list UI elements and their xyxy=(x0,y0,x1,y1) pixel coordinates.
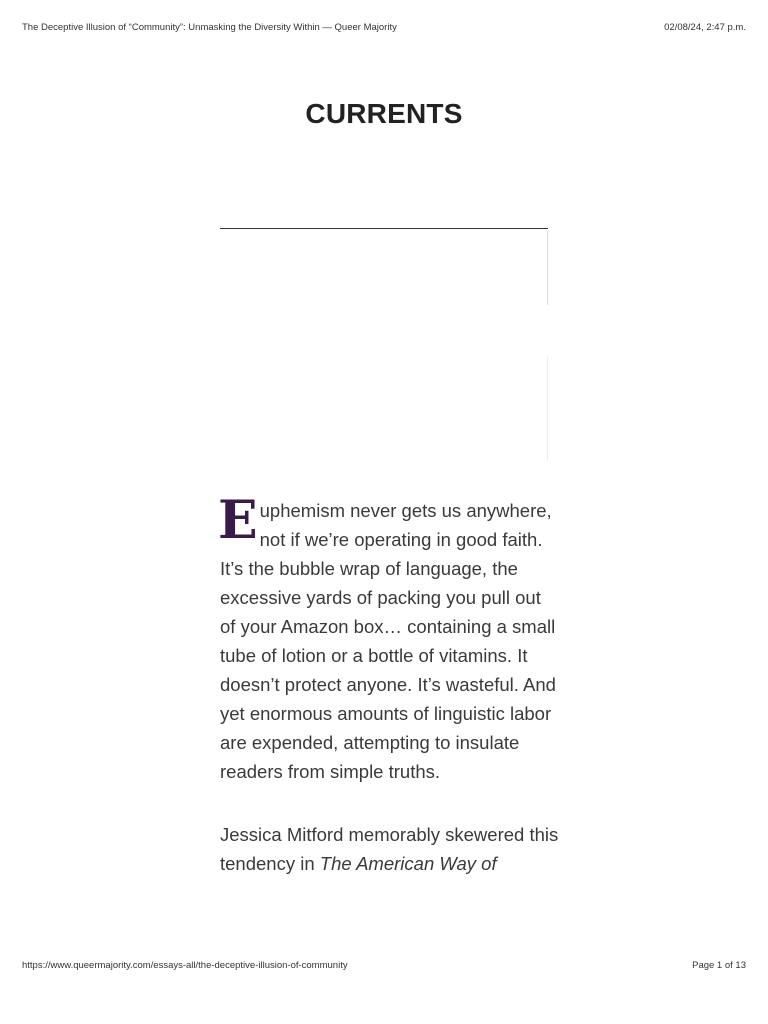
print-footer-url[interactable]: https://www.queermajority.com/essays-all/the-deceptive-illusion-of-community xyxy=(22,960,348,971)
article-paragraph xyxy=(220,820,560,878)
article-image-placeholder xyxy=(220,228,548,461)
drop-cap: E xyxy=(218,490,258,551)
print-footer-page-number: Page 1 of 13 xyxy=(692,960,746,971)
image-edge xyxy=(547,231,548,305)
book-title: The American Way of xyxy=(319,853,497,874)
section-title[interactable]: CURRENTS xyxy=(305,98,463,129)
print-footer xyxy=(22,960,746,974)
image-edge xyxy=(547,357,548,461)
paragraph-text: uphemism never gets us anywhere, not if we’re operating in good faith. It’s the bubble wrap of language, the excessive yards of packing you pull out of your Amazon box… containing a small tube of lotion or a bottle of vitamins. It doesn’t protect anyone. It’s wasteful. And yet enormous amounts of linguistic labor are expended, attempting to insulate readers from simple truths. xyxy=(220,500,556,782)
print-header-datetime: 02/08/24, 2:47 p.m. xyxy=(664,22,746,33)
print-header-title: The Deceptive Illusion of “Community”: Unmasking the Diversity Within — Queer Majority xyxy=(22,22,397,33)
article-body xyxy=(218,490,560,912)
paragraph-text: Jessica Mitford memorably skewered this tendency in xyxy=(220,824,559,874)
article-paragraph xyxy=(218,490,560,786)
